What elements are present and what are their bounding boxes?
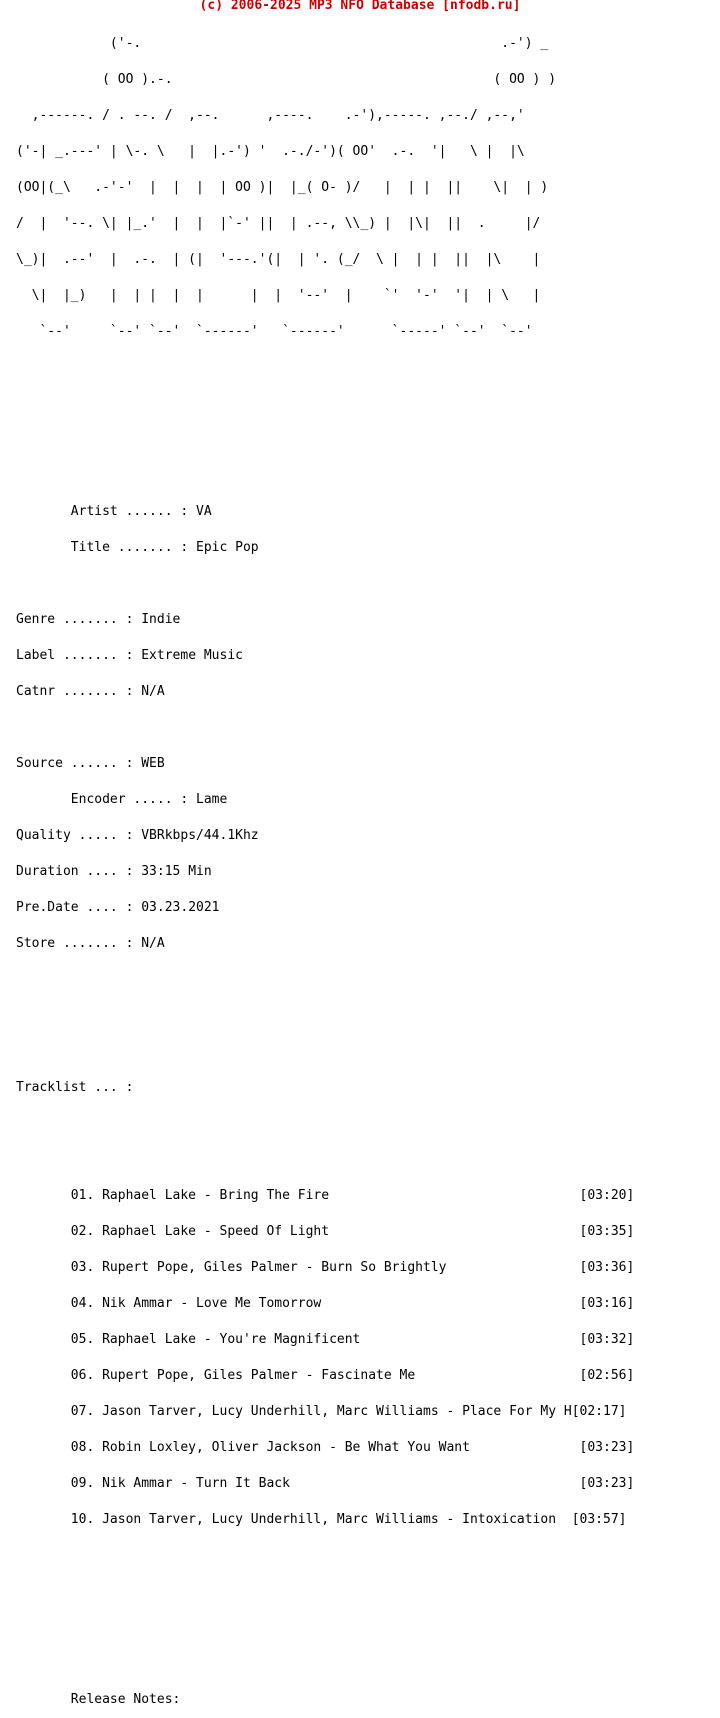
store-value: N/A (141, 936, 165, 951)
label-row (16, 650, 634, 662)
source-row (16, 758, 634, 770)
store-label: Store ....... : (16, 936, 134, 951)
track-row: 04. Nik Ammar - Love Me Tomorrow [03:16] (16, 1296, 635, 1311)
artist-row (16, 506, 634, 518)
encoder-label: Encoder ..... : (16, 792, 189, 807)
nfodb-copyright-header: (c) 2006-2025 MP3 NFO Database [nfodb.ru] (199, 0, 521, 13)
ascii-art-line: \_)| .--' | .-. | (| '---.'(| | '. (_/ \ | | | || |\ | (16, 252, 541, 267)
tracklist-heading: Tracklist ... : (16, 1080, 134, 1095)
artist-value: VA (196, 504, 212, 519)
store-row (16, 938, 634, 950)
predate-row (16, 902, 634, 914)
catnr-label: Catnr ....... : (16, 684, 134, 699)
genre-label: Genre ....... : (16, 612, 134, 627)
track-row: 01. Raphael Lake - Bring The Fire [03:20] (16, 1188, 635, 1203)
track-row: 09. Nik Ammar - Turn It Back [03:23] (16, 1476, 635, 1491)
genre-value: Indie (141, 612, 181, 627)
title-row (16, 542, 634, 554)
duration-row (16, 866, 634, 878)
track-row: 05. Raphael Lake - You're Magnificent [03:32] (16, 1332, 635, 1347)
ascii-art-line: \| |_) | | | | | | | '--' | `' '-' '| | \ | (16, 288, 541, 303)
ascii-art-line: / | '--. \| |_.' | | |`-' || | .--, \\_) | |\| || . |/ (16, 216, 541, 231)
ascii-art-line: (OO|(_\ .-'-' | | | | OO )| |_( O- )/ | | | || \| | ) (16, 180, 549, 195)
quality-row (16, 830, 634, 842)
source-label: Source ...... : (16, 756, 134, 771)
nfo-document (16, 14, 634, 1718)
title-value: Epic Pop (196, 540, 259, 555)
release-notes-heading: Release Notes: (16, 1692, 181, 1707)
catnr-row (16, 686, 634, 698)
label-label: Label ....... : (16, 648, 134, 663)
ascii-art-line: ('-. .-') _ (16, 36, 549, 51)
predate-label: Pre.Date .... : (16, 900, 134, 915)
predate-value: 03.23.2021 (141, 900, 220, 915)
encoder-value: Lame (196, 792, 228, 807)
artist-label: Artist ...... : (16, 504, 189, 519)
ascii-art-line: ,------. / . --. / ,--. ,----. .-'),-----. ,--./ ,--,' (16, 108, 525, 123)
quality-value: VBRkbps/44.1Khz (141, 828, 259, 843)
ascii-art-line: `--' `--' `--' `------' `------' `-----' `--' `--' (16, 324, 533, 339)
catnr-value: N/A (141, 684, 165, 699)
genre-row (16, 614, 634, 626)
encoder-row (16, 794, 634, 806)
title-label: Title ....... : (16, 540, 189, 555)
label-value: Extreme Music (141, 648, 243, 663)
track-row: 10. Jason Tarver, Lucy Underhill, Marc Williams - Intoxication [03:57] (16, 1512, 627, 1527)
duration-label: Duration .... : (16, 864, 134, 879)
track-row: 08. Robin Loxley, Oliver Jackson - Be What You Want [03:23] (16, 1440, 635, 1455)
track-row: 06. Rupert Pope, Giles Palmer - Fascinate Me [02:56] (16, 1368, 635, 1383)
ascii-art-line: ( OO ).-. ( OO ) ) (16, 72, 557, 87)
track-row: 02. Raphael Lake - Speed Of Light [03:35] (16, 1224, 635, 1239)
duration-value: 33:15 Min (141, 864, 212, 879)
quality-label: Quality ..... : (16, 828, 134, 843)
source-value: WEB (141, 756, 165, 771)
ascii-art-line: ('-| _.---' | \-. \ | |.-') ' .-./-')( OO' .-. '| \ | |\ (16, 144, 525, 159)
track-row: 07. Jason Tarver, Lucy Underhill, Marc Williams - Place For My H[02:17] (16, 1404, 627, 1419)
track-row: 03. Rupert Pope, Giles Palmer - Burn So Brightly [03:36] (16, 1260, 635, 1275)
